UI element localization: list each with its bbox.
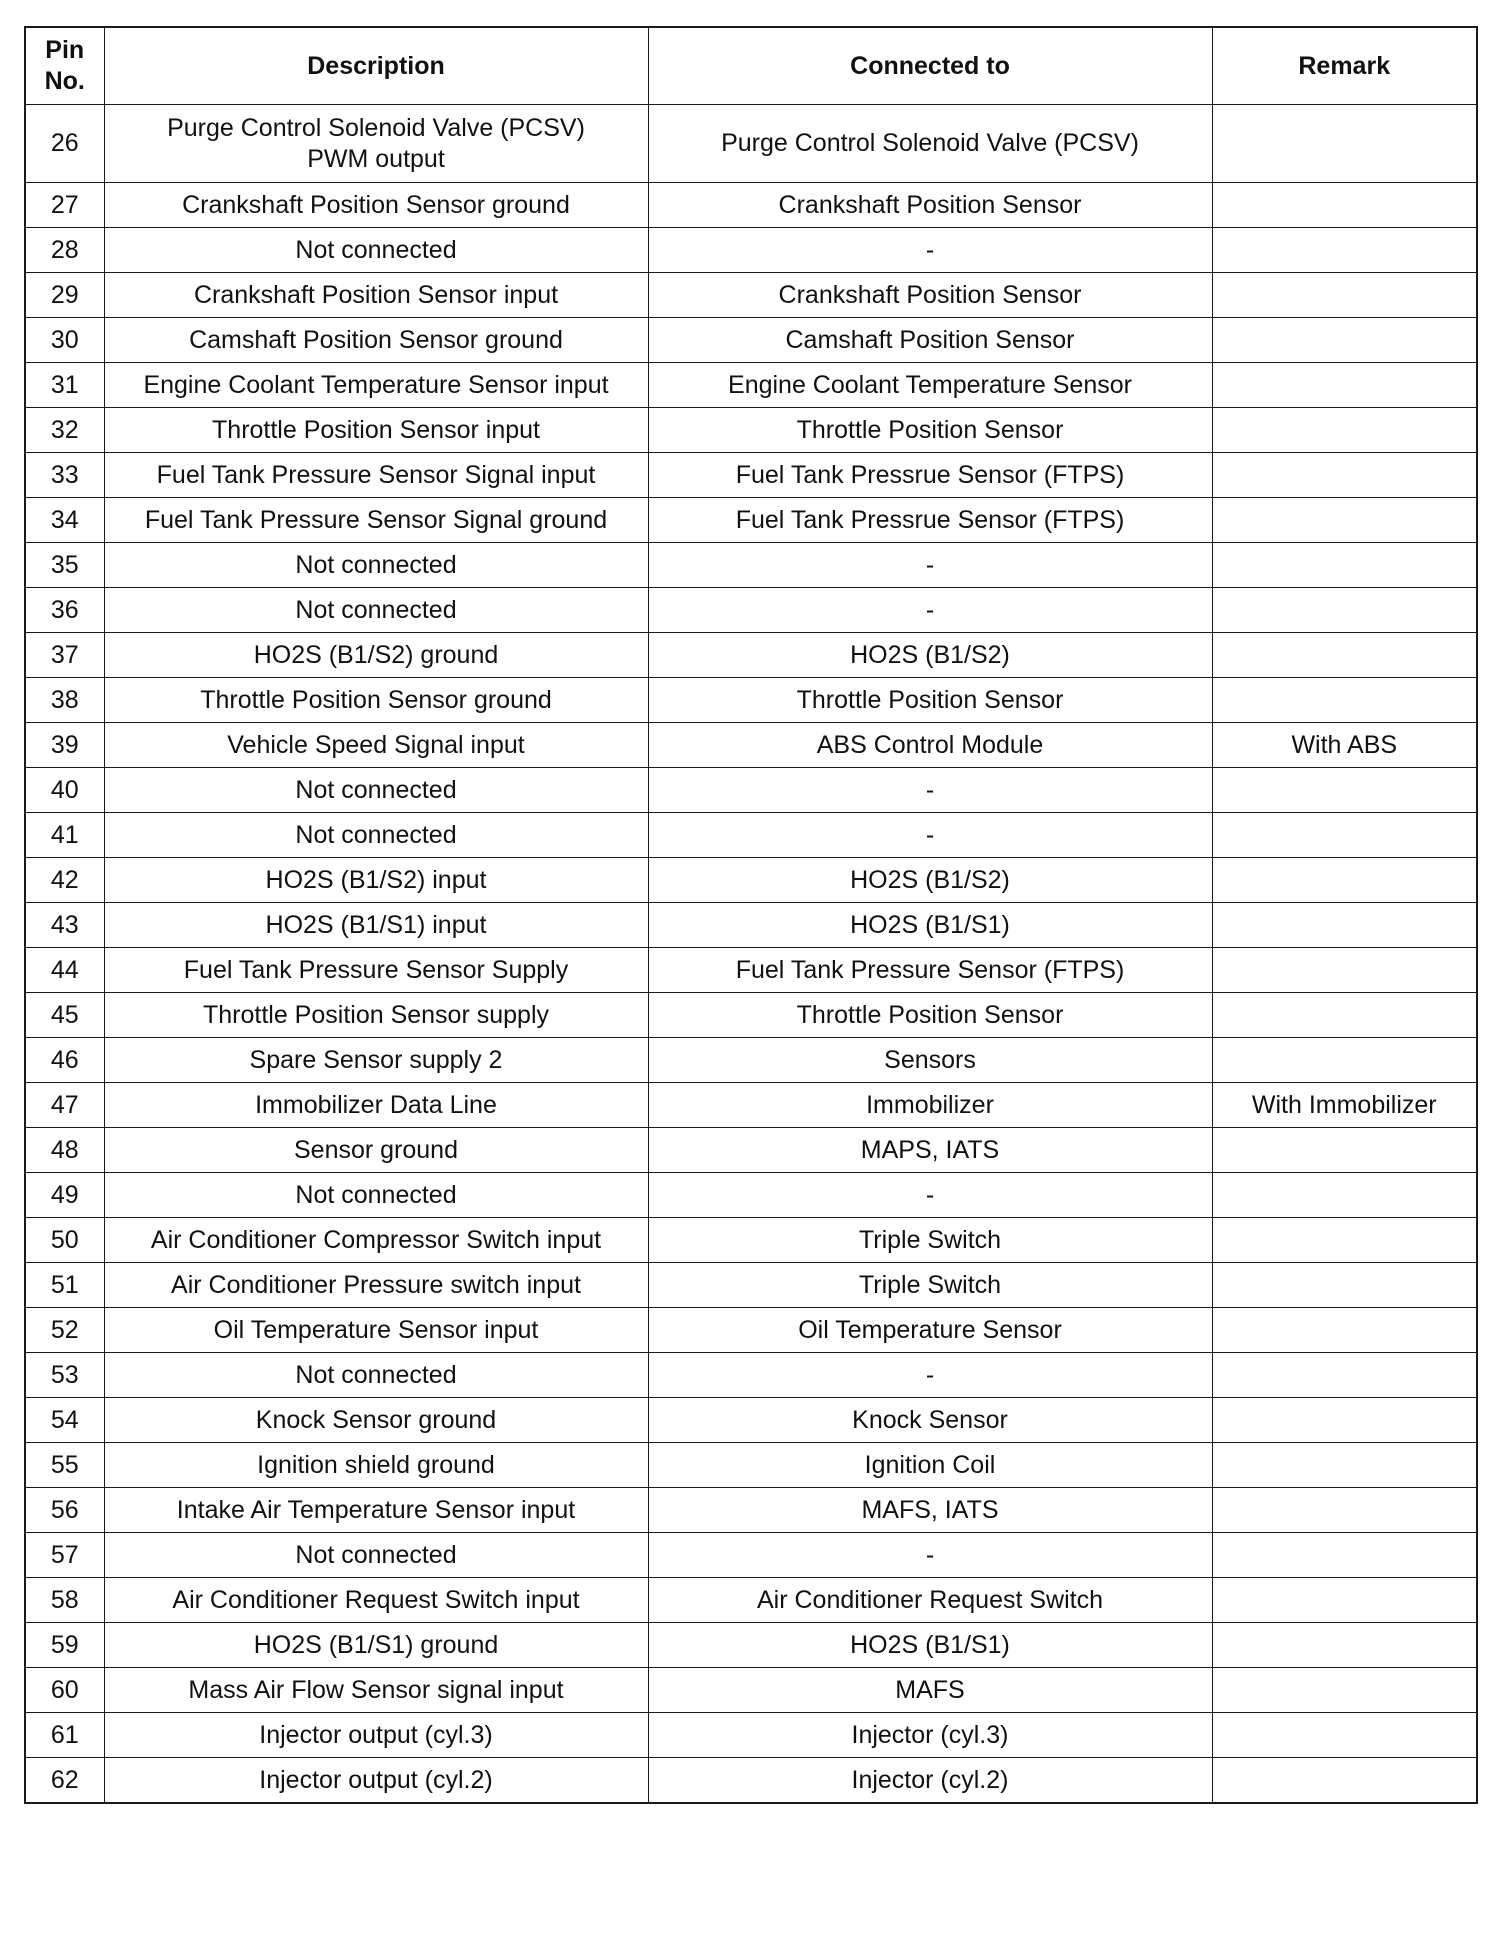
connected-to-cell: - bbox=[648, 1353, 1212, 1398]
pin-number-cell: 43 bbox=[25, 903, 104, 948]
table-row bbox=[25, 1488, 1477, 1533]
connected-to-cell: - bbox=[648, 1533, 1212, 1578]
pin-number-cell: 55 bbox=[25, 1443, 104, 1488]
remark-cell bbox=[1212, 363, 1477, 408]
description-cell: Injector output (cyl.2) bbox=[104, 1758, 648, 1804]
connected-to-cell: - bbox=[648, 543, 1212, 588]
description-cell: Spare Sensor supply 2 bbox=[104, 1038, 648, 1083]
description-cell: HO2S (B1/S2) ground bbox=[104, 633, 648, 678]
description-cell: HO2S (B1/S2) input bbox=[104, 858, 648, 903]
remark-cell bbox=[1212, 1443, 1477, 1488]
pin-number-cell: 61 bbox=[25, 1713, 104, 1758]
table-row bbox=[25, 1758, 1477, 1804]
description-cell: Not connected bbox=[104, 813, 648, 858]
connected-to-cell: Camshaft Position Sensor bbox=[648, 318, 1212, 363]
connected-to-cell: Sensors bbox=[648, 1038, 1212, 1083]
table-row bbox=[25, 1713, 1477, 1758]
description-cell: Purge Control Solenoid Valve (PCSV) PWM output bbox=[104, 105, 648, 183]
table-row bbox=[25, 588, 1477, 633]
description-cell: Not connected bbox=[104, 1353, 648, 1398]
remark-cell bbox=[1212, 1218, 1477, 1263]
remark-cell bbox=[1212, 1533, 1477, 1578]
table-row bbox=[25, 678, 1477, 723]
remark-cell bbox=[1212, 1308, 1477, 1353]
table-row bbox=[25, 183, 1477, 228]
table-row bbox=[25, 1263, 1477, 1308]
remark-cell bbox=[1212, 1713, 1477, 1758]
table-row bbox=[25, 1578, 1477, 1623]
pin-number-cell: 40 bbox=[25, 768, 104, 813]
connected-to-cell: Throttle Position Sensor bbox=[648, 408, 1212, 453]
description-cell: Camshaft Position Sensor ground bbox=[104, 318, 648, 363]
pin-table bbox=[24, 26, 1478, 1804]
remark-cell bbox=[1212, 273, 1477, 318]
description-cell: Injector output (cyl.3) bbox=[104, 1713, 648, 1758]
remark-cell bbox=[1212, 1623, 1477, 1668]
remark-cell bbox=[1212, 1263, 1477, 1308]
remark-cell bbox=[1212, 993, 1477, 1038]
description-cell: Mass Air Flow Sensor signal input bbox=[104, 1668, 648, 1713]
connected-to-cell: - bbox=[648, 813, 1212, 858]
connected-to-cell: Throttle Position Sensor bbox=[648, 993, 1212, 1038]
pin-number-cell: 32 bbox=[25, 408, 104, 453]
connected-to-cell: HO2S (B1/S2) bbox=[648, 633, 1212, 678]
remark-cell bbox=[1212, 948, 1477, 993]
table-row bbox=[25, 105, 1477, 183]
description-cell: Not connected bbox=[104, 543, 648, 588]
pin-number-cell: 27 bbox=[25, 183, 104, 228]
description-cell: Air Conditioner Request Switch input bbox=[104, 1578, 648, 1623]
connected-to-cell: Crankshaft Position Sensor bbox=[648, 273, 1212, 318]
pin-number-cell: 45 bbox=[25, 993, 104, 1038]
pin-number-cell: 42 bbox=[25, 858, 104, 903]
header-pin-no: Pin No. bbox=[25, 27, 104, 105]
connected-to-cell: - bbox=[648, 1173, 1212, 1218]
table-row bbox=[25, 993, 1477, 1038]
connected-to-cell: HO2S (B1/S2) bbox=[648, 858, 1212, 903]
pin-number-cell: 47 bbox=[25, 1083, 104, 1128]
description-cell: Oil Temperature Sensor input bbox=[104, 1308, 648, 1353]
table-row bbox=[25, 633, 1477, 678]
pin-number-cell: 46 bbox=[25, 1038, 104, 1083]
table-row bbox=[25, 858, 1477, 903]
connected-to-cell: Crankshaft Position Sensor bbox=[648, 183, 1212, 228]
description-cell: Throttle Position Sensor supply bbox=[104, 993, 648, 1038]
pin-number-cell: 38 bbox=[25, 678, 104, 723]
description-cell: Crankshaft Position Sensor input bbox=[104, 273, 648, 318]
pin-number-cell: 41 bbox=[25, 813, 104, 858]
remark-cell bbox=[1212, 105, 1477, 183]
pin-number-cell: 26 bbox=[25, 105, 104, 183]
description-cell: Immobilizer Data Line bbox=[104, 1083, 648, 1128]
pin-number-cell: 54 bbox=[25, 1398, 104, 1443]
pin-number-cell: 62 bbox=[25, 1758, 104, 1804]
description-cell: Engine Coolant Temperature Sensor input bbox=[104, 363, 648, 408]
table-row bbox=[25, 1533, 1477, 1578]
remark-cell bbox=[1212, 183, 1477, 228]
connected-to-cell: - bbox=[648, 228, 1212, 273]
description-cell: Air Conditioner Pressure switch input bbox=[104, 1263, 648, 1308]
description-cell: Fuel Tank Pressure Sensor Signal ground bbox=[104, 498, 648, 543]
pin-number-cell: 36 bbox=[25, 588, 104, 633]
pin-number-cell: 35 bbox=[25, 543, 104, 588]
remark-cell bbox=[1212, 768, 1477, 813]
connected-to-cell: Injector (cyl.3) bbox=[648, 1713, 1212, 1758]
table-row bbox=[25, 1668, 1477, 1713]
pin-number-cell: 59 bbox=[25, 1623, 104, 1668]
remark-cell bbox=[1212, 903, 1477, 948]
pin-number-cell: 34 bbox=[25, 498, 104, 543]
table-row bbox=[25, 363, 1477, 408]
remark-cell bbox=[1212, 858, 1477, 903]
connected-to-cell: MAPS, IATS bbox=[648, 1128, 1212, 1173]
table-row bbox=[25, 1308, 1477, 1353]
description-cell: Not connected bbox=[104, 228, 648, 273]
header-connected-to: Connected to bbox=[648, 27, 1212, 105]
remark-cell bbox=[1212, 408, 1477, 453]
pin-table-body bbox=[25, 105, 1477, 1804]
table-row bbox=[25, 1353, 1477, 1398]
pin-number-cell: 31 bbox=[25, 363, 104, 408]
description-cell: Fuel Tank Pressure Sensor Supply bbox=[104, 948, 648, 993]
remark-cell: With ABS bbox=[1212, 723, 1477, 768]
remark-cell bbox=[1212, 1578, 1477, 1623]
connected-to-cell: MAFS bbox=[648, 1668, 1212, 1713]
connected-to-cell: - bbox=[648, 768, 1212, 813]
pin-number-cell: 30 bbox=[25, 318, 104, 363]
description-cell: Not connected bbox=[104, 1173, 648, 1218]
remark-cell bbox=[1212, 1353, 1477, 1398]
table-row bbox=[25, 813, 1477, 858]
connected-to-cell: MAFS, IATS bbox=[648, 1488, 1212, 1533]
table-row bbox=[25, 273, 1477, 318]
header-row bbox=[25, 27, 1477, 105]
remark-cell bbox=[1212, 1758, 1477, 1804]
connected-to-cell: Purge Control Solenoid Valve (PCSV) bbox=[648, 105, 1212, 183]
description-cell: Vehicle Speed Signal input bbox=[104, 723, 648, 768]
pin-number-cell: 52 bbox=[25, 1308, 104, 1353]
table-row bbox=[25, 1398, 1477, 1443]
description-cell: Throttle Position Sensor input bbox=[104, 408, 648, 453]
connected-to-cell: Engine Coolant Temperature Sensor bbox=[648, 363, 1212, 408]
description-cell: Fuel Tank Pressure Sensor Signal input bbox=[104, 453, 648, 498]
remark-cell bbox=[1212, 1398, 1477, 1443]
connected-to-cell: ABS Control Module bbox=[648, 723, 1212, 768]
remark-cell bbox=[1212, 678, 1477, 723]
pin-number-cell: 37 bbox=[25, 633, 104, 678]
remark-cell bbox=[1212, 813, 1477, 858]
connected-to-cell: HO2S (B1/S1) bbox=[648, 1623, 1212, 1668]
connected-to-cell: Ignition Coil bbox=[648, 1443, 1212, 1488]
table-row bbox=[25, 1128, 1477, 1173]
pin-number-cell: 58 bbox=[25, 1578, 104, 1623]
table-row bbox=[25, 228, 1477, 273]
connected-to-cell: Triple Switch bbox=[648, 1263, 1212, 1308]
table-row bbox=[25, 948, 1477, 993]
pin-number-cell: 56 bbox=[25, 1488, 104, 1533]
pin-number-cell: 50 bbox=[25, 1218, 104, 1263]
table-row bbox=[25, 1443, 1477, 1488]
remark-cell: With Immobilizer bbox=[1212, 1083, 1477, 1128]
table-row bbox=[25, 723, 1477, 768]
table-row bbox=[25, 768, 1477, 813]
table-row bbox=[25, 543, 1477, 588]
description-cell: Not connected bbox=[104, 1533, 648, 1578]
remark-cell bbox=[1212, 453, 1477, 498]
pin-number-cell: 33 bbox=[25, 453, 104, 498]
connected-to-cell: Immobilizer bbox=[648, 1083, 1212, 1128]
connected-to-cell: Triple Switch bbox=[648, 1218, 1212, 1263]
description-cell: Air Conditioner Compressor Switch input bbox=[104, 1218, 648, 1263]
header-remark: Remark bbox=[1212, 27, 1477, 105]
table-row bbox=[25, 1218, 1477, 1263]
connected-to-cell: Fuel Tank Pressure Sensor (FTPS) bbox=[648, 948, 1212, 993]
table-row bbox=[25, 498, 1477, 543]
table-row bbox=[25, 1038, 1477, 1083]
pin-number-cell: 48 bbox=[25, 1128, 104, 1173]
remark-cell bbox=[1212, 318, 1477, 363]
remark-cell bbox=[1212, 588, 1477, 633]
remark-cell bbox=[1212, 228, 1477, 273]
remark-cell bbox=[1212, 1038, 1477, 1083]
remark-cell bbox=[1212, 1128, 1477, 1173]
description-cell: Not connected bbox=[104, 768, 648, 813]
description-cell: Throttle Position Sensor ground bbox=[104, 678, 648, 723]
connected-to-cell: Knock Sensor bbox=[648, 1398, 1212, 1443]
pin-number-cell: 44 bbox=[25, 948, 104, 993]
table-row bbox=[25, 903, 1477, 948]
pin-number-cell: 28 bbox=[25, 228, 104, 273]
connected-to-cell: - bbox=[648, 588, 1212, 633]
pin-number-cell: 53 bbox=[25, 1353, 104, 1398]
remark-cell bbox=[1212, 1488, 1477, 1533]
table-row bbox=[25, 1623, 1477, 1668]
remark-cell bbox=[1212, 633, 1477, 678]
table-row bbox=[25, 318, 1477, 363]
header-description: Description bbox=[104, 27, 648, 105]
connected-to-cell: Injector (cyl.2) bbox=[648, 1758, 1212, 1804]
pin-number-cell: 57 bbox=[25, 1533, 104, 1578]
connected-to-cell: Throttle Position Sensor bbox=[648, 678, 1212, 723]
description-cell: Intake Air Temperature Sensor input bbox=[104, 1488, 648, 1533]
description-cell: HO2S (B1/S1) input bbox=[104, 903, 648, 948]
connected-to-cell: Fuel Tank Pressrue Sensor (FTPS) bbox=[648, 453, 1212, 498]
table-row bbox=[25, 408, 1477, 453]
pin-number-cell: 51 bbox=[25, 1263, 104, 1308]
description-cell: Sensor ground bbox=[104, 1128, 648, 1173]
remark-cell bbox=[1212, 1668, 1477, 1713]
description-cell: Knock Sensor ground bbox=[104, 1398, 648, 1443]
pin-number-cell: 39 bbox=[25, 723, 104, 768]
connected-to-cell: Oil Temperature Sensor bbox=[648, 1308, 1212, 1353]
description-cell: Not connected bbox=[104, 588, 648, 633]
remark-cell bbox=[1212, 543, 1477, 588]
connected-to-cell: Air Conditioner Request Switch bbox=[648, 1578, 1212, 1623]
remark-cell bbox=[1212, 1173, 1477, 1218]
remark-cell bbox=[1212, 498, 1477, 543]
pin-number-cell: 29 bbox=[25, 273, 104, 318]
table-row bbox=[25, 1083, 1477, 1128]
connected-to-cell: Fuel Tank Pressrue Sensor (FTPS) bbox=[648, 498, 1212, 543]
table-row bbox=[25, 453, 1477, 498]
table-row bbox=[25, 1173, 1477, 1218]
pin-number-cell: 49 bbox=[25, 1173, 104, 1218]
description-cell: HO2S (B1/S1) ground bbox=[104, 1623, 648, 1668]
pin-number-cell: 60 bbox=[25, 1668, 104, 1713]
description-cell: Ignition shield ground bbox=[104, 1443, 648, 1488]
connected-to-cell: HO2S (B1/S1) bbox=[648, 903, 1212, 948]
description-cell: Crankshaft Position Sensor ground bbox=[104, 183, 648, 228]
